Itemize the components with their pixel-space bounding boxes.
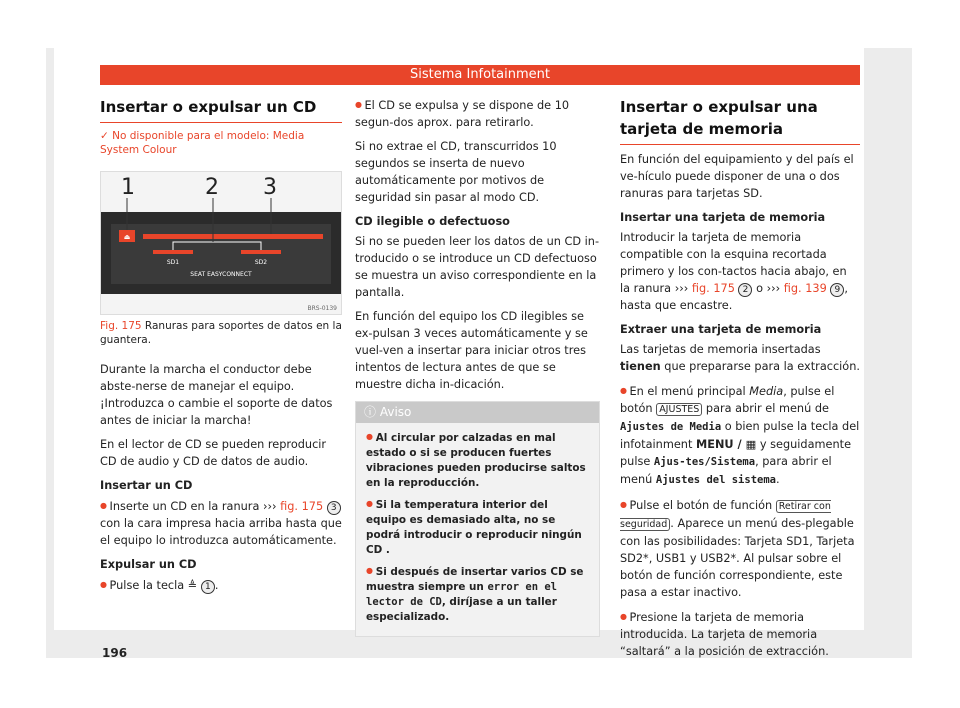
paragraph-warning: Durante la marcha el conductor debe abste-nerse de manejar el equipo. ¡Introduzca o cambie el soporte de datos antes de iniciar la marcha! [100, 363, 333, 427]
column-middle [355, 96, 600, 637]
notice-title: Aviso [379, 405, 412, 419]
error-message: error en el lector de CD [366, 581, 557, 608]
paragraph-unreadable: Si no se pueden leer los datos de un CD in-troducido o se introduce un CD defectuoso se muestra un aviso correspondiente en la pantalla. [355, 235, 600, 299]
info-icon: ⓘ [364, 405, 377, 419]
paragraph-prepare: Las tarjetas de memoria insertadas tienen que prepararse para la extracción. [620, 343, 860, 373]
figure-glovebox-slots [100, 171, 342, 315]
callout-ref: 9 [830, 283, 844, 297]
notice-item: ● Si después de insertar varios CD se muestra siempre un error en el lector de CD, diríjase a un taller especializado. [366, 563, 589, 625]
bullet-insert-cd: ● Inserte un CD en la ranura ››› fig. 175 3 con la cara impresa hacia arriba hasta que el equipo lo introduzca automáticamente. [100, 497, 342, 549]
fig-link[interactable]: fig. 139 [783, 282, 827, 295]
notice-body [356, 423, 599, 636]
section-header: Sistema Infotainment [100, 65, 860, 85]
callout-2: 2 [205, 175, 219, 200]
availability-note: ✓ No disponible para el modelo: Media System Colour [100, 130, 305, 156]
notice-item: ● Al circular por calzadas en mal estado o si se producen fuertes vibraciones pueden producirse saltos en la reproducción. [366, 429, 589, 491]
bullet-eject-cd: ● Pulse la tecla ≜ 1 . [100, 576, 342, 594]
paragraph-retries: En función del equipo los CD ilegibles se ex-pulsan 3 veces automáticamente y se vuel-ven a insertar para iniciar otros tres intentos de lectura antes de que se muestre dicha in-dicación. [355, 310, 588, 391]
notice-item: ● Si la temperatura interior del equipo es demasiado alta, no se podrá introducir o reproducir ningún CD . [366, 496, 589, 558]
callout-ref: 1 [201, 580, 215, 594]
section-heading-cd: Insertar o expulsar un CD [100, 98, 317, 116]
fig-link[interactable]: fig. 175 [280, 500, 324, 513]
safe-remove-button: Retirar con seguridad [620, 501, 831, 530]
paragraph-insert-card: Introducir la tarjeta de memoria compatible con la esquina recortada primero y los con-tactos hacia abajo, en la ranura ››› fig. 175 2 o ››› fig. 139 9 , hasta que encastre. [620, 231, 848, 312]
subheading-eject-cd: Expulsar un CD [100, 558, 197, 571]
slot1-label: SD1 [166, 259, 180, 266]
subheading-remove-card: Extraer una tarjeta de memoria [620, 323, 822, 336]
subheading-insert-card: Insertar una tarjeta de memoria [620, 211, 826, 224]
bullet-cd-ejected: ● El CD se expulsa y se dispone de 10 segun-dos aprox. para retirarlo. [355, 96, 600, 131]
notice-box [355, 401, 600, 637]
subheading-insert-cd: Insertar un CD [100, 479, 193, 492]
brand-label: SEAT EASYCONNECT [190, 271, 252, 278]
page-number: 196 [102, 646, 128, 660]
paragraph-slots: En función del equipamiento y del país el ve-hículo puede disponer de una o dos ranuras para tarjetas SD. [620, 153, 854, 200]
heading-rule [100, 122, 342, 123]
fig-link[interactable]: fig. 175 [691, 282, 735, 295]
notice-header [356, 402, 599, 423]
callout-ref: 3 [327, 501, 341, 515]
figure-code: BRS-0139 [307, 305, 337, 312]
slot2-label: SD2 [254, 259, 268, 266]
bullet-safe-remove: ● Pulse el botón de función Retirar con seguridad . Aparece un menú des-plegable con las posibilidades: Tarjeta SD1, Tarjeta SD2*, USB1 y USB2*. Al pulsar sobre el botón de función correspondiente, este pasa a estar inactivo. [620, 496, 860, 601]
bullet-press-card: ● Presione la tarjeta de memoria introducida. La tarjeta de memoria “saltará” a la posición de extracción. [620, 608, 860, 660]
section-heading-memory-card: Insertar o expulsar una tarjeta de memoria [620, 98, 818, 138]
heading-rule [620, 144, 860, 145]
callout-ref: 2 [738, 283, 752, 297]
column-right [620, 96, 860, 667]
subheading-unreadable-cd: CD ilegible o defectuoso [355, 215, 510, 228]
paragraph-cd-reader: En el lector de CD se pueden reproducir CD de audio y CD de datos de audio. [100, 438, 327, 468]
figure-caption-text: Ranuras para soportes de datos en la guantera. [100, 320, 342, 346]
paragraph-reinsert: Si no extrae el CD, transcurridos 10 segundos se inserta de nuevo automáticamente por motivos de seguridad sin pasar al modo CD. [355, 140, 557, 204]
ajustes-button: AJUSTES [656, 403, 702, 416]
callout-1: 1 [121, 175, 135, 200]
callout-3: 3 [263, 175, 277, 200]
glovebox-illustration [101, 172, 341, 314]
column-left [100, 96, 342, 601]
bullet-media-menu: ● En el menú principal Media, pulse el botón AJUSTES para abrir el menú de Ajustes de Media o bien pulse la tecla del infotainment MENU / ▦ y seguidamente pulse Ajus-tes/Sistema, para abrir el menú Ajustes del sistema. [620, 382, 860, 489]
svg-text:⏏: ⏏ [123, 233, 131, 241]
menu-key-icon: MENU / ▦ [695, 438, 757, 451]
figure-caption [100, 319, 342, 347]
figure-label: Fig. 175 [100, 320, 142, 332]
